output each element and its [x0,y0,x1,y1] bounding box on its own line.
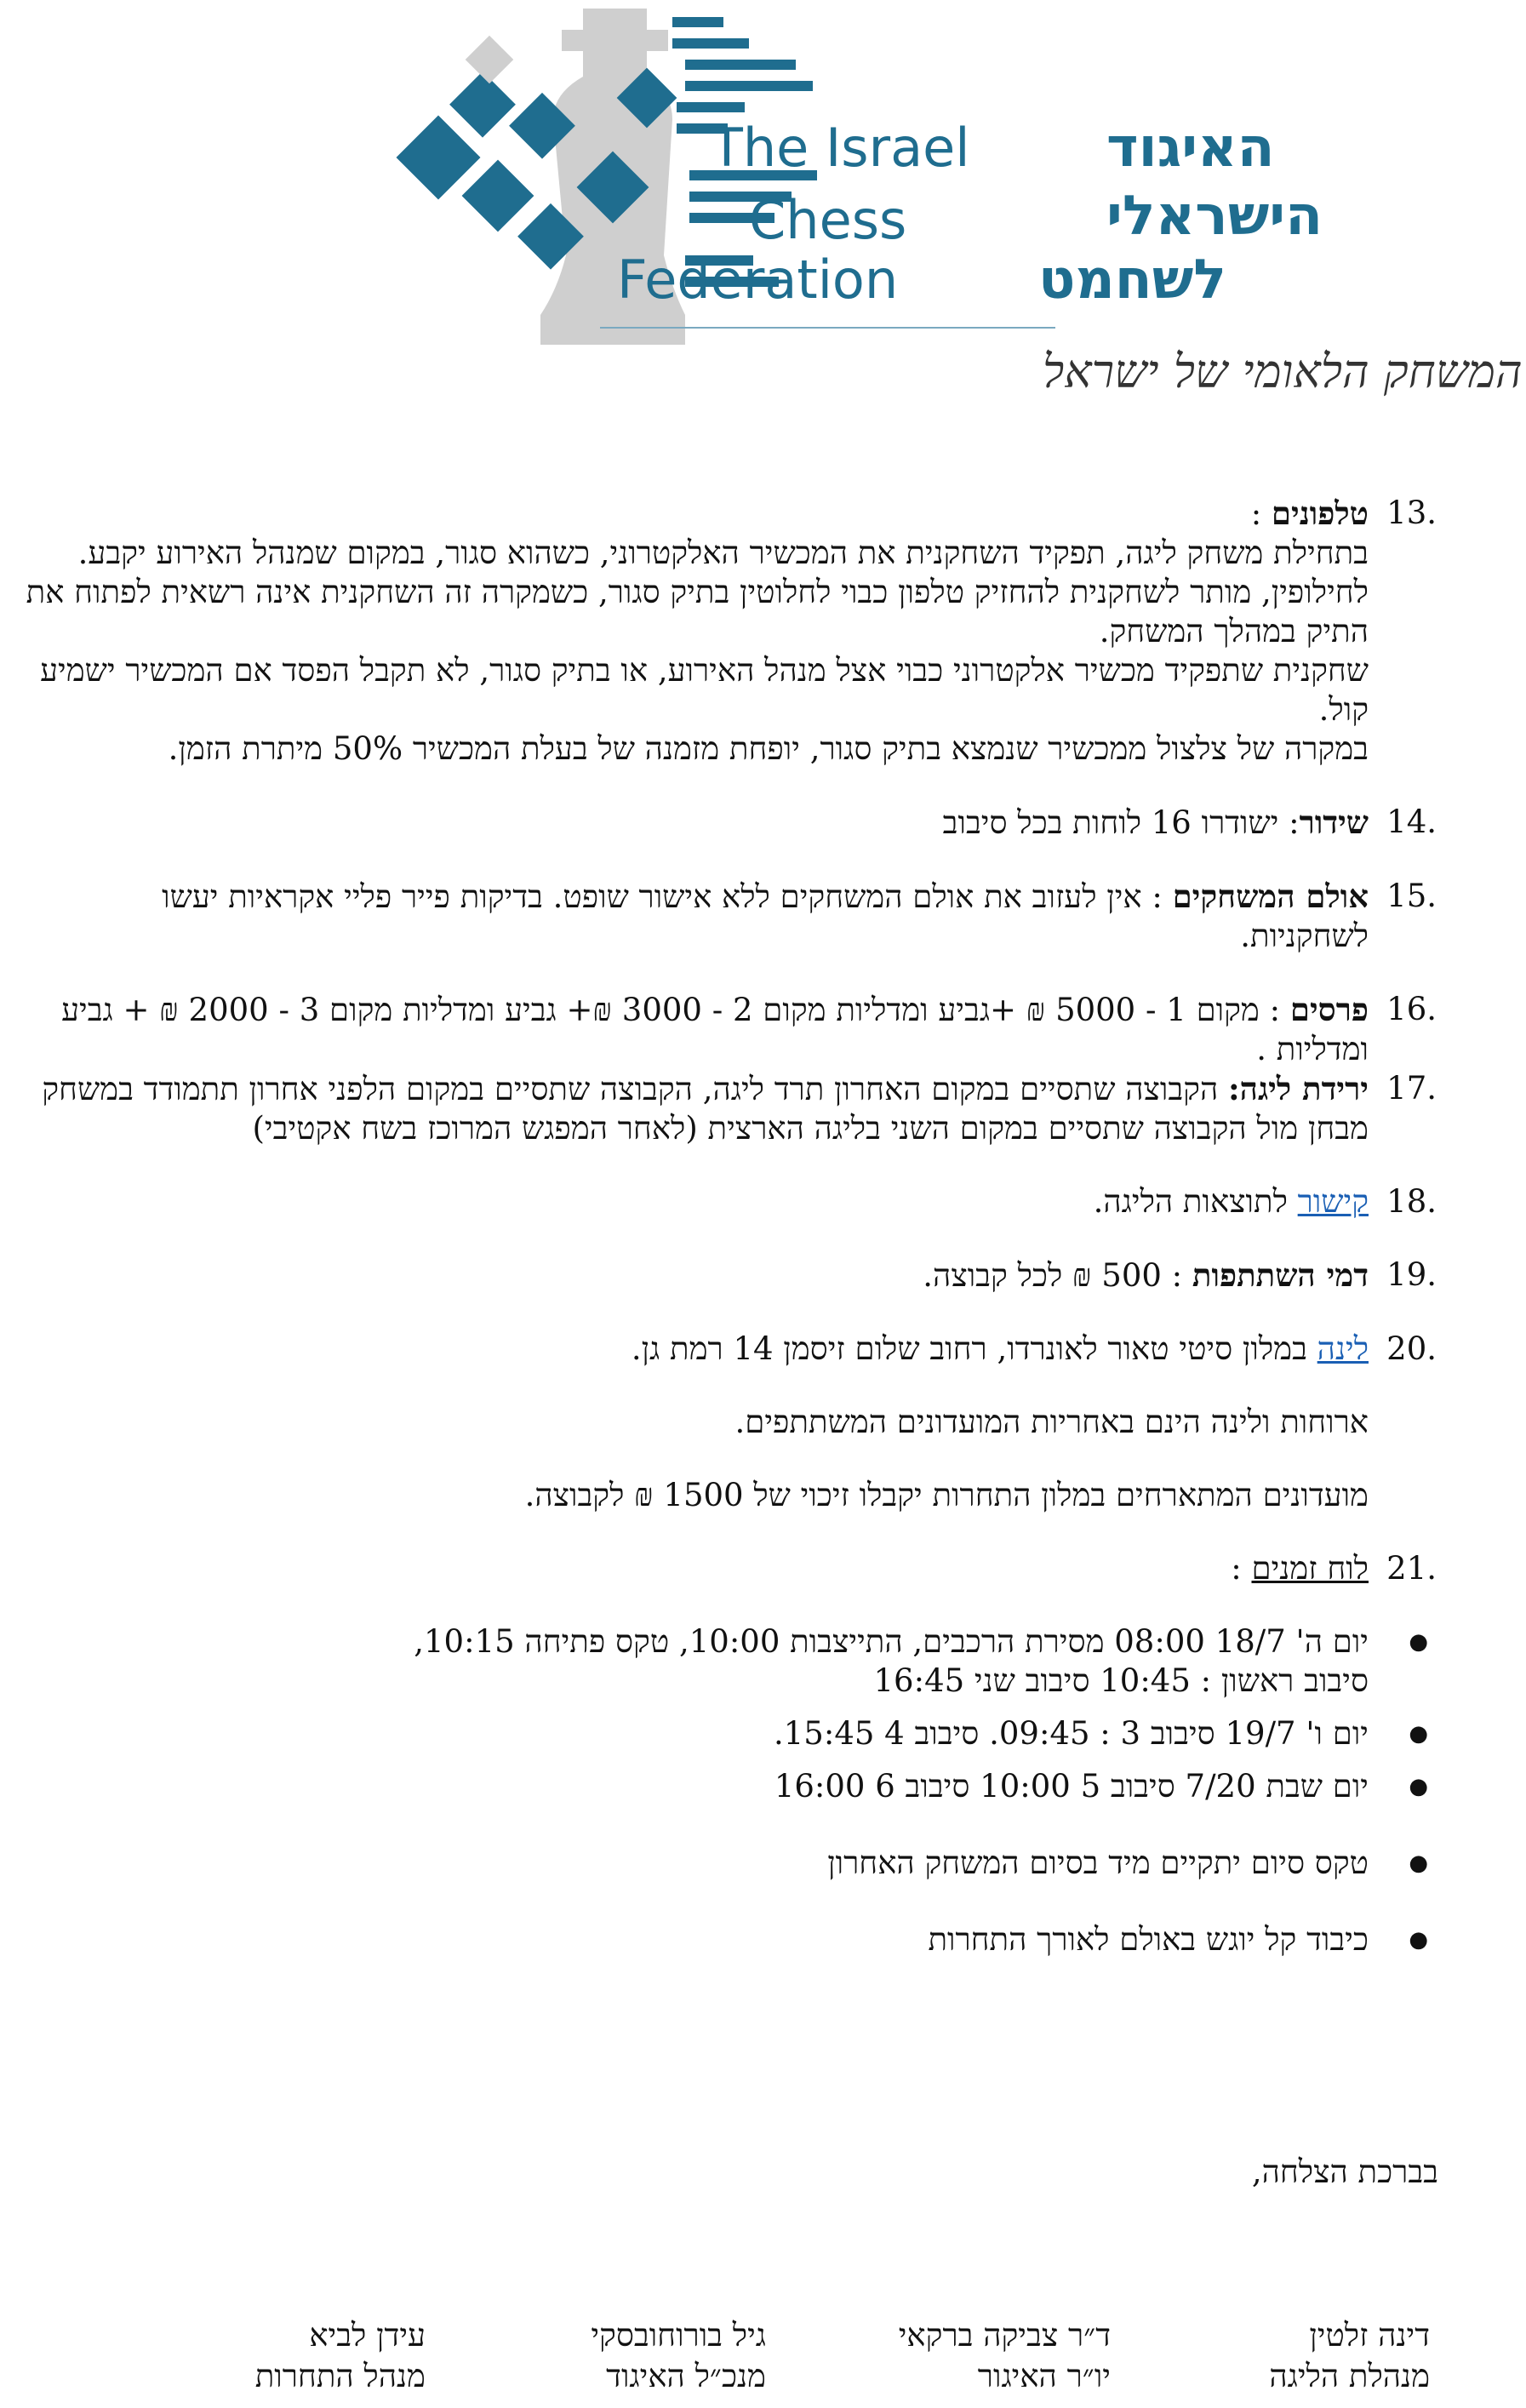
item-number: 20. [1386,1330,1437,1367]
signature-block [255,2315,426,2397]
item-title: שידור [1299,804,1369,841]
item-title: אולם המשחקים [1172,878,1369,915]
signature-block [899,2315,1111,2397]
signature-name: ד״ר צביקה ברקאי [898,2317,1111,2354]
signature-block [1269,2315,1430,2397]
item-number: 13. [1386,495,1437,531]
item-phones: 13. טלפונים : בתחילת משחק ליגה, תפקיד השחקנית את המכשיר האלקטרוני, כשהוא סגור, במקום שמנהל האירוע יקבע. לחילופין, מותר לשחקנית להחזיק טלפון כבוי לחלוטין בתיק סגור, כשמקרה זה השחקנית אינה רשאית לפתוח את התיק במהלך המשחק. שחקנית שתפקיד מכשיר אלקטרוני כבוי אצל מנהל האירוע, או בתיק סגור, לא תקבל הפסד אם המכשיר ישמיע קול. במקרה של צלצול ממכשיר שנמצא בתיק סגור, יופחת מזמנה של בעלת המכשיר 50% מיתרת הזמן. [24,494,1437,769]
item-broadcast: 14. שידור: ישודרו 16 לוחות בכל סיבוב [942,804,1437,841]
schedule-entry: ● כיבוד קל יוגש באולם לאורך התחרות [24,1920,1437,1959]
paragraph: במקרה של צלצול ממכשיר שנמצא בתיק סגור, יופחת מזמנה של בעלת המכשיר 50% מיתרת הזמן. [168,730,1369,767]
schedule-entry: ● יום ו' 19/7 סיבוב 3 : 09:45. סיבוב 4 15:45. [24,1714,1437,1753]
schedule-entry: ● טקס סיום יתקיים מיד בסיום המשחק האחרון [24,1844,1437,1883]
item-playing-hall: 15. אולם המשחקים : אין לעזוב את אולם המשחקים ללא אישור שופט. בדיקות פייר פליי אקראיות יעשו לשחקניות. [162,878,1437,954]
item-number: 16. [1386,991,1437,1027]
logo-tagline: המשחק הלאומי של ישראל [1043,345,1523,398]
item-lodging: 20. לינה במלון סיטי טאור לאונרדו, רחוב שלום זיסמן 14 רמת גן. [631,1330,1437,1367]
paragraph: בתחילת משחק ליגה, תפקיד השחקנית את המכשיר האלקטרוני, כשהוא סגור, במקום שמנהל האירוע יקבע. לחילופין, מותר לשחקנית להחזיק טלפון כבוי לחלוטין בתיק סגור, כשמקרה זה השחקנית אינה רשאית לפתוח את התיק במהלך המשחק. [26,535,1369,649]
item-number: 18. [1386,1183,1437,1220]
item-title: ירידת ליגה: [1228,1070,1369,1107]
signature-name: עידן לביא [309,2317,426,2354]
schedule-list [24,1622,1437,1959]
schedule-title: לוח זמנים [1251,1550,1369,1587]
item-fee: 19. דמי השתתפות : 500 ₪ לכל קבוצה. [923,1256,1437,1294]
note-hotel-credit: מועדונים המתארחים במלון התחרות יקבלו זיכוי של 1500 ₪ לקבוצה. [524,1477,1369,1513]
logo-name-en-3: Federation [617,249,899,311]
lodging-link[interactable]: לינה [1317,1330,1369,1367]
regulations-body [24,494,1437,1973]
note-meals: ארוחות ולינה הינם באחריות המועדונים המשתתפים. [734,1404,1369,1440]
item-results-link: 18. קישור לתוצאות הליגה. [1093,1183,1437,1220]
item-title: טלפונים [1271,495,1369,532]
item-number: 19. [1386,1256,1437,1293]
signature-name: גיל בורוחובסקי [591,2317,766,2354]
item-number: 14. [1386,804,1437,840]
signature-role: מנהל התחרות [254,2358,426,2394]
logo-name-he-2: הישראלי [1106,185,1323,248]
federation-logo [392,0,1523,417]
results-link[interactable]: קישור [1297,1183,1369,1220]
item-relegation: 17. ירידת ליגה: הקבוצה שתסיים במקום האחרון תרד ליגה, הקבוצה שתסיים במקום הלפני אחרון תתמודד במשחק מבחן מול הקבוצה שתסיים במקום השני בליגה הארצית (לאחר המפגש המרוכז בשח אקטיבי) [42,1070,1437,1147]
item-number: 17. [1386,1070,1437,1107]
signature-block [591,2315,766,2397]
signature-role: מנכ״ל האיגוד [606,2358,766,2394]
item-number: 15. [1386,878,1437,914]
item-schedule: 21. לוח זמנים : [1231,1550,1437,1587]
logo-name-he-3: לשחמט [1038,249,1226,312]
closing-greeting: בברכת הצלחה, [1251,2153,1438,2190]
paragraph: שחקנית שתפקיד מכשיר אלקטרוני כבוי אצל מנהל האירוע, או בתיק סגור, לא תקבל הפסד אם המכשיר ישמיע קול. [40,652,1369,728]
schedule-entry: ● יום שבת 7/20 סיבוב 5 10:00 סיבוב 6 16:00 [24,1767,1437,1806]
signature-role: יו״ר האיגור [977,2358,1111,2394]
item-number: 21. [1386,1550,1437,1587]
signature-name: דינה זלטין [1309,2317,1430,2354]
item-prizes: 16. פרסים : מקום 1 - 5000 ₪ +גביע ומדליות מקום 2 - 3000 ₪+ גביע ומדליות מקום 3 - 2000 ₪ + גביע ומדליות . [61,991,1437,1067]
logo-name-he-1: האיגוד [1106,117,1275,180]
logo-name-en-1: The Israel [711,117,970,179]
schedule-entry: ● יום ה' 18/7 08:00 מסירת הרכבים, התייצבות 10:00, טקס פתיחה 10:15, סיבוב ראשון : 10:45 סיבוב שני 16:45 [24,1622,1437,1701]
logo-name-en-2: Chess [749,189,907,251]
item-title: דמי השתתפות [1192,1256,1369,1294]
item-title: פרסים [1289,991,1369,1028]
signature-role: מנהלת הליגה [1269,2358,1430,2394]
